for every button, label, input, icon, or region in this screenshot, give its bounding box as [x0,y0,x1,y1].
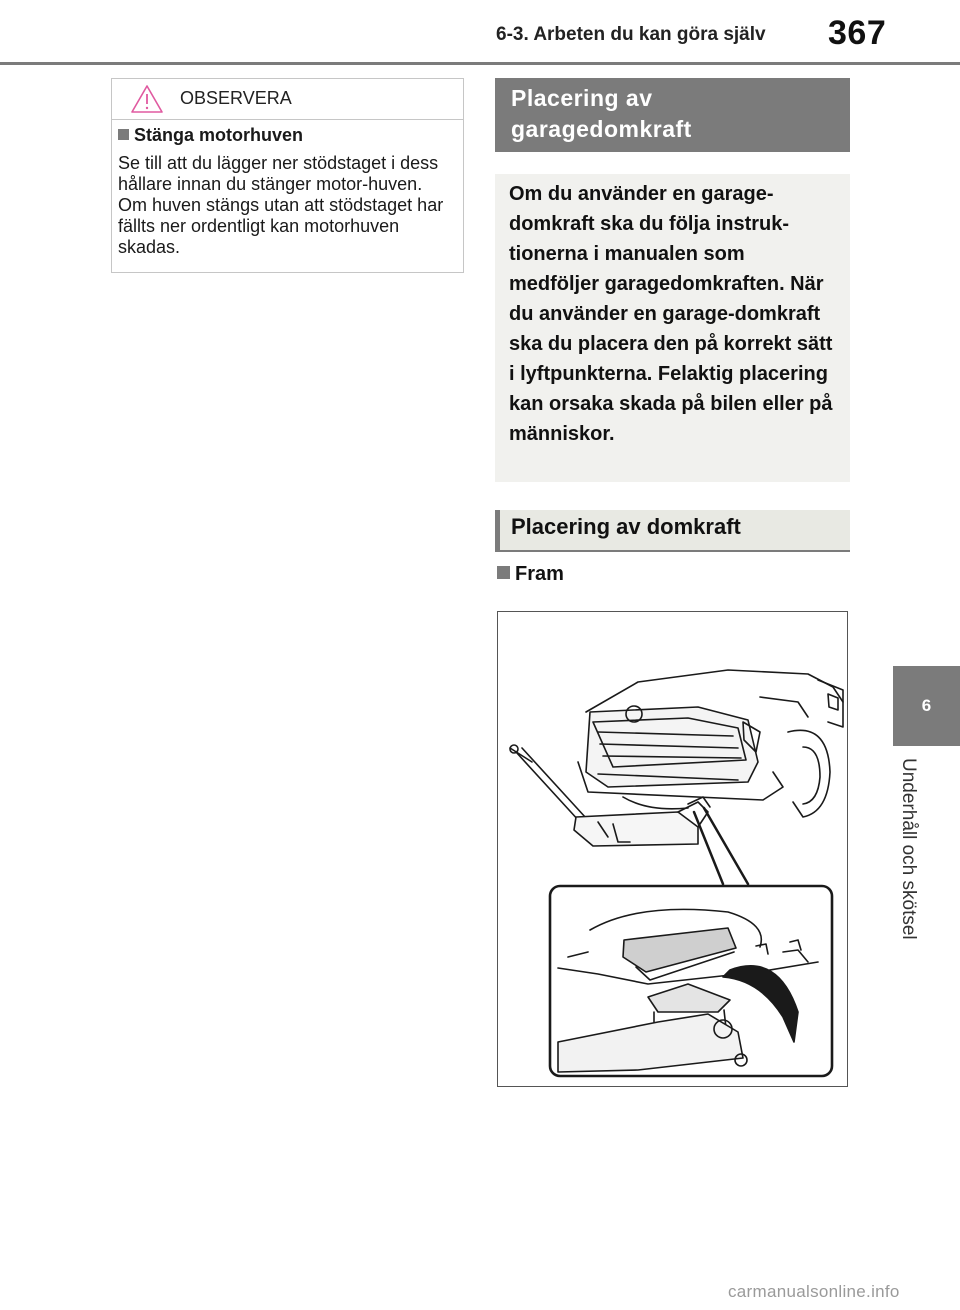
section-heading-jack [495,78,850,152]
bullet-square-icon [497,566,510,579]
jack-illustration [498,612,847,1086]
jack-body [574,812,698,846]
intro-text: Om du använder en garage-domkraft ska du följa instruk-tionerna i manualen som medföljer garagedomkraften. När du använder en garage-domkraft ska du placera den på korrekt sätt i lyftpunkterna. Felaktig placering kan orsaka skada på bilen eller på människor. [509,183,833,445]
caution-label: OBSERVERA [180,88,292,108]
lift-point-plate [623,928,736,972]
jack-placement-figure [497,611,848,1087]
bullet-square-icon [118,129,129,140]
section-heading-position-text: Placering av domkraft [511,514,741,539]
warning-icon [130,84,164,114]
jack-saddle-detail [558,1014,743,1072]
section-heading-position [495,510,850,552]
watermark: carmanualsonline.info [728,1282,900,1301]
subheading-fram-text: Fram [515,563,564,585]
caution-subheading-text: Stänga motorhuven [134,125,304,145]
page-number: 367 [828,14,887,52]
header-divider [0,62,960,65]
chapter-number: 6 [921,696,932,715]
subheading-fram [497,563,564,586]
section-title: 6-3. Arbeten du kan göra själv [496,24,766,45]
car-wheel-front [788,730,830,817]
caution-subheading [118,125,303,146]
car-body-outline [586,670,843,712]
caution-body: Se till att du lägger ner stödstaget i dess hållare innan du stänger motor-huven. Om huven stängs utan att stödstaget har fällts ner ordentligt kan motorhuven skadas. [118,153,444,257]
section-heading-jack-text: Placering av garagedomkraft [511,85,692,142]
chapter-label: Underhåll och skötsel [898,758,919,940]
jack-handle [516,752,580,822]
intro-panel [495,174,850,482]
